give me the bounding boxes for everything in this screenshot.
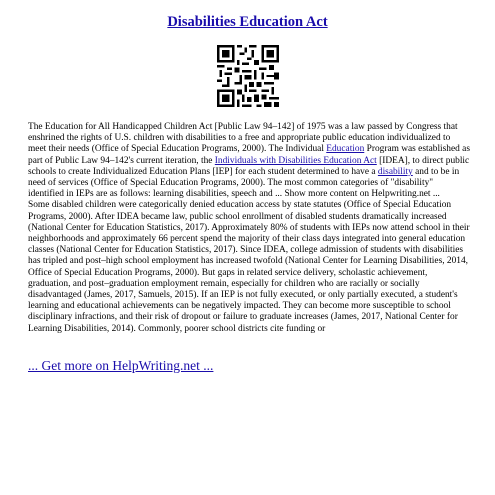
- link-education[interactable]: Education: [326, 144, 365, 155]
- paragraph-body: Some disabled children were categorically denied education access by state statutes (Office of Special Education Programs, 2000). After IDEA became law, public school enrollment of disabled students dramatically increased (National Center for Education Statistics, 2017). Approximately 80% of students with IEPs now attend school in their neighborhoods and approximately 66 percent spend the majority of their class days integrated into general education classes (National Center for Education Statistics, 2017). Since IDEA, college admission of students with disabilities has tripled and post–high school employment has increased twofold (National Center for Learning Disabilities, 2014, Office of Special Education Programs, 2000). But gaps in related service delivery, scholastic achievement, graduation, and post–graduation employment remain, especially for children who are racially or socially disadvantaged (James, 2017, Samuels, 2015). If an IEP is not fully executed, or only partially executed, a student's learning and educational achievements can be negatively impacted. They can become more susceptible to school disciplinary infractions, and their risk of dropout or failure to graduate increases (James, 2017, National Center for Learning Disabilities, 2014). Commonly, poorer school districts cite funding or: [28, 200, 470, 334]
- page-title[interactable]: Disabilities Education Act: [167, 14, 328, 30]
- article-body: [28, 122, 470, 335]
- link-idea[interactable]: Individuals with Disabilities Education Act: [214, 155, 377, 166]
- link-disability[interactable]: disability: [377, 166, 413, 177]
- qr-code-icon: [217, 45, 279, 107]
- intro-text-3: [IDEA], to direct public schools to create Individualized Education Plans [IEP] for each student determined to have a: [28, 155, 470, 177]
- intro-text-1: The Education for All Handicapped Children Act [Public Law 94–142] of 1975 was a law passed by Congress that enshrined the rights of U.S. children with disabilities to a free and appropriate public education individualized to meet their needs (Office of Special Education Programs, 2000). The Individual: [28, 122, 458, 155]
- paragraph-intro: [28, 122, 470, 200]
- intro-text-2: Program was established as part of Public Law 94–142's current iteration, the: [28, 144, 470, 166]
- get-more-link[interactable]: ... Get more on HelpWriting.net ...: [28, 358, 214, 373]
- intro-text-4: and to be in need of services (Office of Special Education Programs, 2000). The most common categories of "disability" identified in IEPs are as follows: learning disabilities, speech and ... Show more content on Helpwriting.net ...: [28, 166, 460, 200]
